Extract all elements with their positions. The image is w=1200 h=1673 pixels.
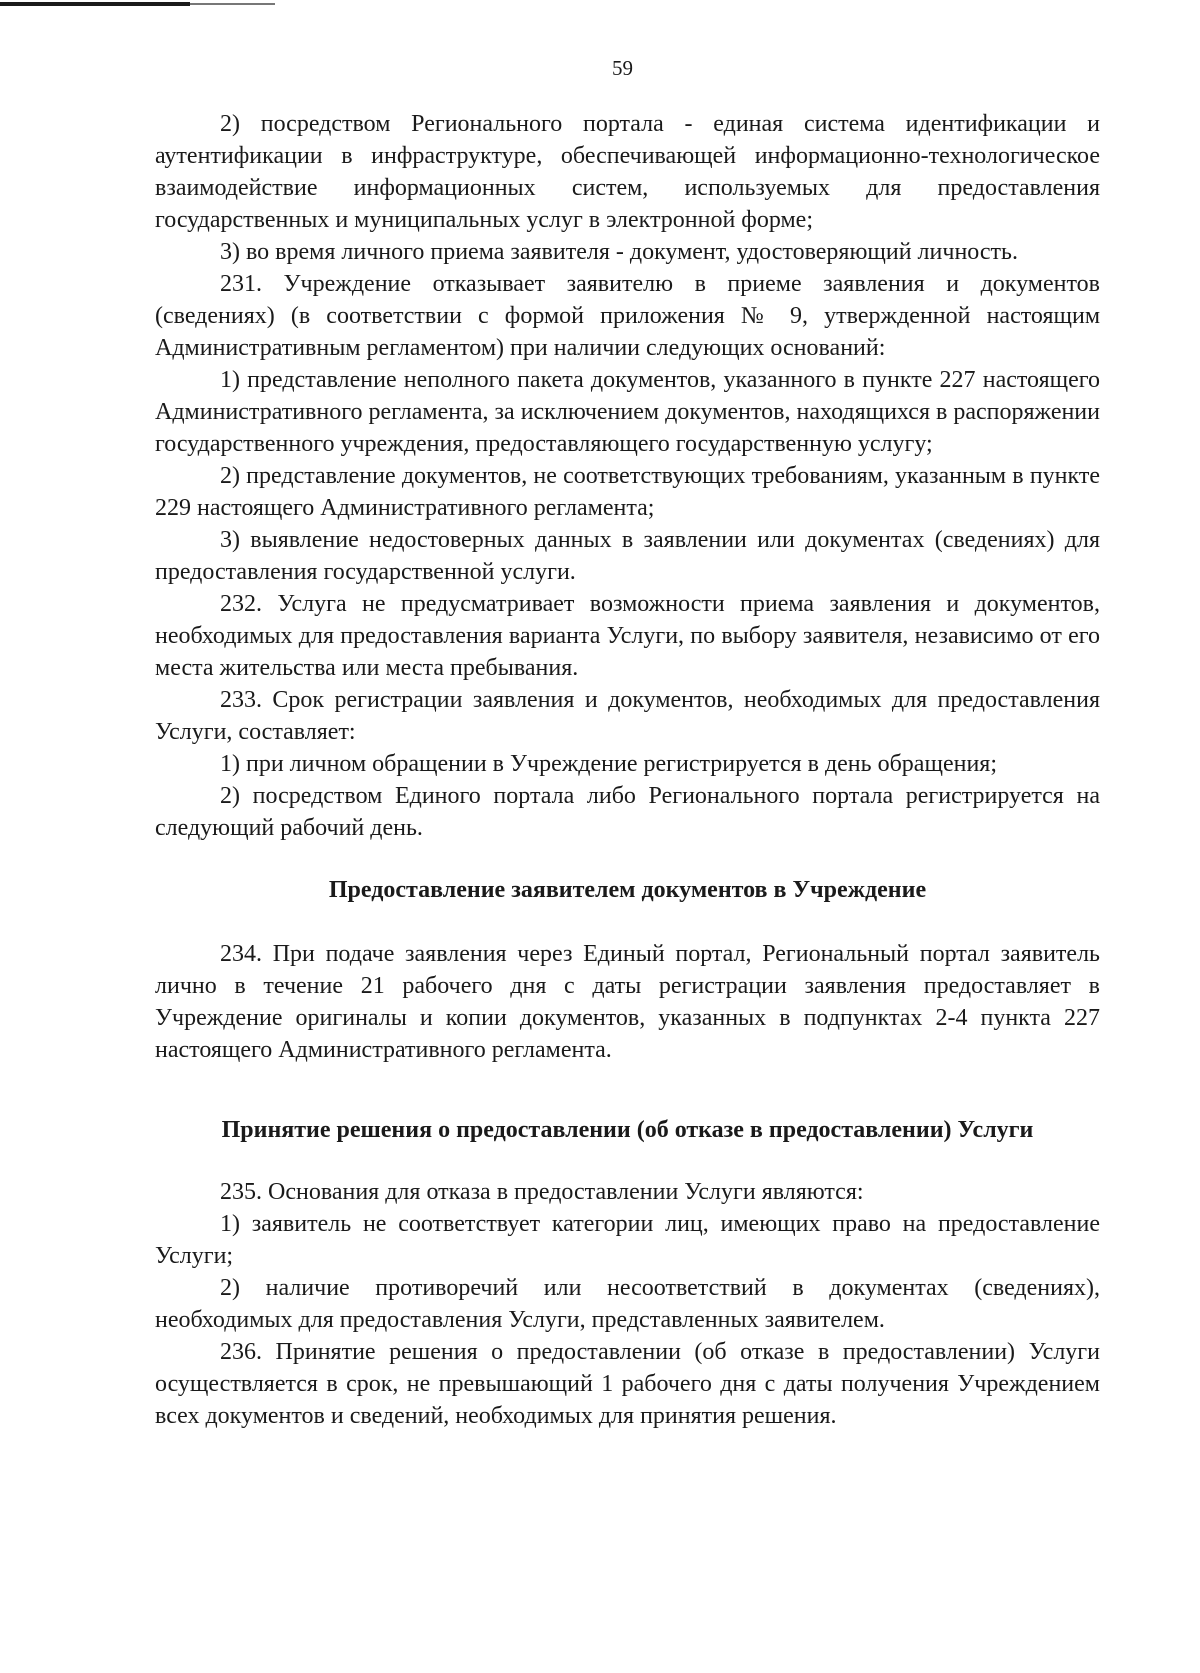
paragraph: 2) посредством Регионального портала - единая система идентификации и аутентификации в инфраструктуре, обеспечивающей информационно-технологическое взаимодействие информационных систем, используемых для предоставления государственных и муниципальных услуг в электронной форме; [155,111,1100,233]
paragraph: 231. Учреждение отказывает заявителю в приеме заявления и документов (сведениях) (в соответствии с формой приложения № 9, утвержденной настоящим Административным регламентом) при наличии следующих оснований: [155,271,1100,361]
page-number: 59 [612,56,633,80]
paragraph: 232. Услуга не предусматривает возможности приема заявления и документов, необходимых для предоставления варианта Услуги, по выбору заявителя, независимо от его места жительства или места пребывания. [155,591,1100,681]
paragraph: 1) представление неполного пакета документов, указанного в пункте 227 настоящего Административного регламента, за исключением документов, находящихся в распоряжении государственного учреждения, предоставляющего государственную услугу; [155,367,1100,457]
paragraph: 236. Принятие решения о предоставлении (об отказе в предоставлении) Услуги осуществляется в срок, не превышающий 1 рабочего дня с даты получения Учреждением всех документов и сведений, необходимых для принятия решения. [155,1339,1100,1429]
paragraph: 3) выявление недостоверных данных в заявлении или документах (сведениях) для предоставления государственной услуги. [155,527,1100,585]
paragraph: 2) наличие противоречий или несоответствий в документах (сведениях), необходимых для предоставления Услуги, представленных заявителем. [155,1275,1100,1333]
document-body [155,108,1100,1432]
section-heading: Принятие решения о предоставлении (об отказе в предоставлении) Услуги [221,1117,1034,1143]
paragraph: 234. При подаче заявления через Единый портал, Региональный портал заявитель лично в течение 21 рабочего дня с даты регистрации заявления предоставляет в Учреждение оригиналы и копии документов, указанных в подпунктах 2-4 пункта 227 настоящего Административного регламента. [155,941,1100,1063]
section-heading: Предоставление заявителем документов в Учреждение [328,877,927,903]
scan-edge-mark [0,0,275,8]
paragraph: 1) при личном обращении в Учреждение регистрируется в день обращения; [220,751,997,777]
paragraph: 1) заявитель не соответствует категории лиц, имеющих право на предоставление Услуги; [155,1211,1100,1269]
paragraph: 233. Срок регистрации заявления и документов, необходимых для предоставления Услуги, составляет: [155,687,1100,745]
paragraph: 3) во время личного приема заявителя - документ, удостоверяющий личность. [220,239,1018,265]
paragraph: 235. Основания для отказа в предоставлении Услуги являются: [220,1179,864,1205]
paragraph: 2) посредством Единого портала либо Регионального портала регистрируется на следующий рабочий день. [155,783,1100,841]
paragraph: 2) представление документов, не соответствующих требованиям, указанным в пункте 229 настоящего Административного регламента; [155,463,1100,521]
